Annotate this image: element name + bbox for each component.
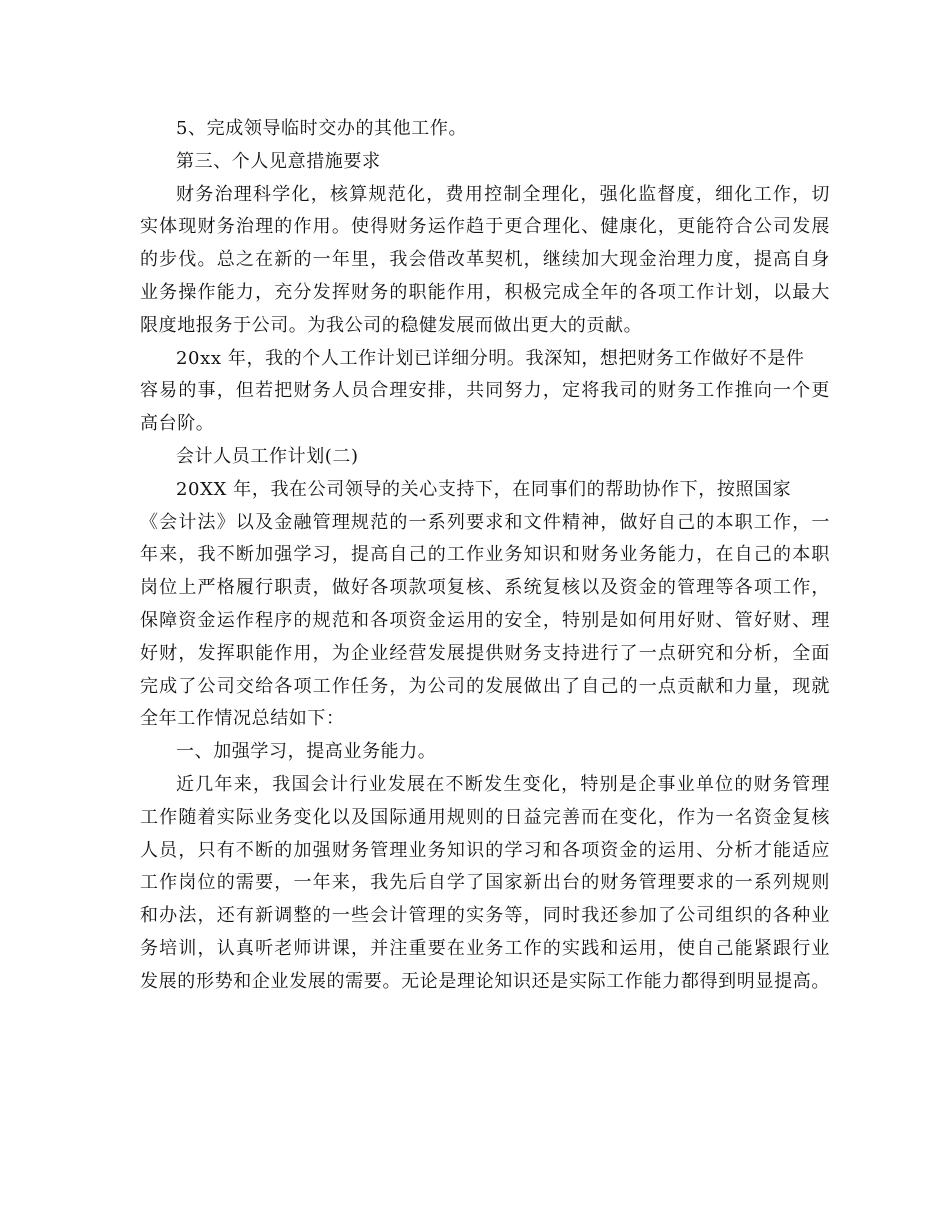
text-line: 一、加强学习，提高业务能力。 <box>176 741 437 763</box>
text-line: 20xx 年，我的个人工作计划已详细分明。我深知，想把财务工作做好不是件 <box>176 347 805 369</box>
text-line: 《会计法》以及金融管理规范的一系列要求和文件精神，做好自己的本职工作，一 <box>140 511 830 533</box>
text-line: 发展的形势和企业发展的需要。无论是理论知识还是实际工作能力都得到明显提高。 <box>140 970 830 992</box>
text-line: 岗位上严格履行职责，做好各项款项复核、系统复核以及资金的管理等各项工作， <box>140 577 830 599</box>
text-line: 工作岗位的需要，一年来，我先后自学了国家新出台的财务管理要求的一系列规则 <box>140 872 830 894</box>
text-line: 年来，我不断加强学习，提高自己的工作业务知识和财务业务能力，在自己的本职 <box>140 544 830 566</box>
text-line: 保障资金运作程序的规范和各项资金运用的安全，特别是如何用好财、管好财、理 <box>140 609 830 631</box>
text-line: 业务操作能力，充分发挥财务的职能作用，积极完成全年的各项工作计划，以最大 <box>140 281 830 303</box>
document-body <box>140 113 830 999</box>
text-line: 实体现财务治理的作用。使得财务运作趋于更合理化、健康化，更能符合公司发展 <box>140 216 830 238</box>
text-line: 高台阶。 <box>140 413 215 435</box>
text-line: 人员，只有不断的加强财务管理业务知识的学习和各项资金的运用、分析才能适应 <box>140 839 830 861</box>
text-line: 好财，发挥职能作用，为企业经营发展提供财务支持进行了一点研究和分析，全面 <box>140 642 830 664</box>
text-line: 20XX 年，我在公司领导的关心支持下，在同事们的帮助协作下，按照国家 <box>176 478 792 500</box>
text-line: 全年工作情况总结如下： <box>140 708 345 730</box>
text-line: 务培训，认真听老师讲课，并注重要在业务工作的实践和运用，使自己能紧跟行业 <box>140 937 830 959</box>
text-line: 容易的事，但若把财务人员合理安排，共同努力，定将我司的财务工作推向一个更 <box>140 380 830 402</box>
text-line: 工作随着实际业务变化以及国际通用规则的日益完善而在变化，作为一名资金复核 <box>140 806 830 828</box>
text-line: 近几年来，我国会计行业发展在不断发生变化，特别是企事业单位的财务管理 <box>176 773 830 795</box>
text-line: 完成了公司交给各项工作任务，为公司的发展做出了自己的一点贡献和力量，现就 <box>140 675 830 697</box>
text-line: 限度地报务于公司。为我公司的稳健发展而做出更大的贡献。 <box>140 314 643 336</box>
text-line: 的步伐。总之在新的一年里，我会借改革契机，继续加大现金治理力度，提高自身 <box>140 249 830 271</box>
text-line: 会计人员工作计划(二) <box>176 445 359 467</box>
text-line: 第三、个人见意措施要求 <box>176 150 381 172</box>
text-line: 和办法，还有新调整的一些会计管理的实务等，同时我还参加了公司组织的各种业 <box>140 905 830 927</box>
text-line: 5、完成领导临时交办的其他工作。 <box>176 118 468 139</box>
text-line: 财务治理科学化，核算规范化，费用控制全理化，强化监督度，细化工作，切 <box>176 183 830 205</box>
